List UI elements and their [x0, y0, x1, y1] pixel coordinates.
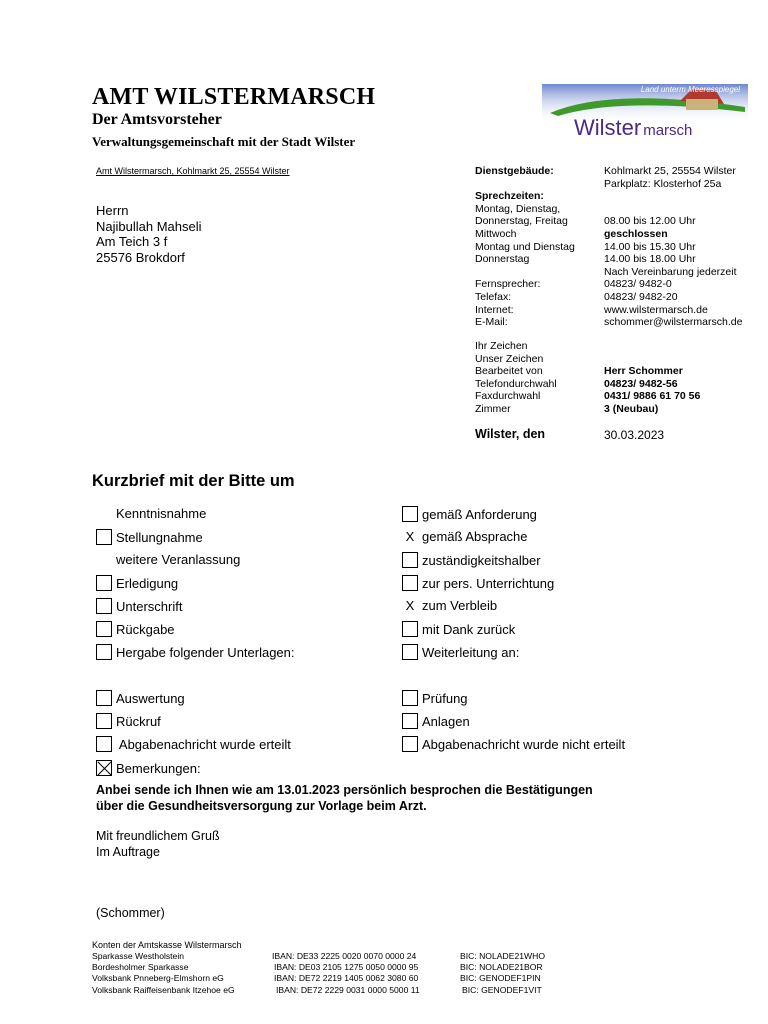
checkbox[interactable]: [96, 575, 112, 591]
remarks-line-2: über die Gesundheitsversorgung zur Vorlage beim Arzt.: [96, 798, 427, 813]
subject-heading: Kurzbrief mit der Bitte um: [92, 472, 295, 490]
bank-iban: IBAN: DE72 2229 0031 0000 5000 11: [276, 984, 420, 995]
check-gemaess-anforderung[interactable]: [402, 506, 537, 522]
check-hergabe-unterlagen[interactable]: [96, 644, 295, 660]
check-label: zur pers. Unterrichtung: [422, 575, 555, 591]
bank-row: [92, 985, 612, 996]
checkbox[interactable]: [96, 598, 112, 614]
closing: [96, 829, 220, 860]
organization-title: AMT WILSTERMARSCH: [92, 84, 376, 110]
logo-word-main: Wilster marsch: [574, 115, 693, 140]
bank-name: Sparkasse Westholstein: [92, 951, 185, 961]
check-label: Kenntnisnahme: [116, 506, 207, 521]
checkbox[interactable]: [402, 644, 418, 660]
check-stellungnahme[interactable]: [96, 529, 203, 545]
check-label: Rückruf: [116, 713, 161, 729]
check-pruefung[interactable]: [402, 690, 468, 706]
remarks-line-1: Anbei sende ich Ihnen wie am 13.01.2023 persönlich besprochen die Bestätigungen: [96, 783, 593, 797]
check-label: zuständigkeitshalber: [422, 552, 541, 568]
checkbox[interactable]: [402, 690, 418, 706]
bank-iban: IBAN: DE72 2219 1405 0062 3080 60: [274, 973, 419, 984]
check-label: Abgabenachricht wurde nicht erteilt: [422, 736, 626, 752]
checkbox-checked[interactable]: [96, 760, 112, 776]
check-bemerkungen[interactable]: [96, 760, 201, 776]
check-label: Prüfung: [422, 690, 468, 706]
check-abgabenachricht-nicht-erteilt[interactable]: [402, 736, 625, 752]
bank-accounts-table: [92, 951, 612, 996]
check-label: Unterschrift: [116, 598, 183, 614]
contact-label-internet: Internet:: [475, 303, 514, 316]
closing-greeting: Mit freundlichem Gruß: [96, 829, 220, 843]
checkbox[interactable]: [96, 736, 112, 752]
ref-phone: 04823/ 9482-56: [604, 377, 678, 390]
hours-day-4: Montag und Dienstag: [475, 240, 575, 253]
hours-label: Sprechzeiten:: [475, 190, 544, 203]
ref-label-fax: Faxdurchwahl: [475, 390, 541, 403]
ref-fax: 0431/ 9886 61 70 56: [604, 390, 701, 403]
place-label: Wilster, den: [475, 427, 546, 441]
check-weiterleitung[interactable]: [402, 644, 519, 660]
logo-tagline: Land unterm Meeresspiegel: [640, 85, 740, 94]
recipient-address: [96, 203, 202, 265]
parking-info: Parkplatz: Klosterhof 25a: [604, 177, 722, 190]
checkbox[interactable]: [96, 644, 112, 660]
check-label: Stellungnahme: [116, 529, 203, 545]
check-gemaess-absprache[interactable]: [402, 529, 528, 544]
bank-name: Bordesholmer Sparkasse: [92, 962, 189, 973]
contact-phone: 04823/ 9482-0: [604, 278, 672, 291]
letter-date: 30.03.2023: [604, 428, 665, 442]
check-label: Bemerkungen:: [116, 760, 201, 776]
bank-bic: BIC: NOLADE21WHO: [460, 951, 546, 961]
hours-time-5: 14.00 bis 18.00 Uhr: [604, 253, 696, 266]
ref-label-room: Zimmer: [475, 403, 511, 415]
check-label: gemäß Absprache: [422, 529, 528, 544]
sender-return-address: Amt Wilstermarsch, Kohlmarkt 25, 25554 Wilster: [96, 166, 290, 176]
check-zustaendigkeitshalber[interactable]: [402, 552, 541, 568]
check-label: gemäß Anforderung: [422, 506, 537, 522]
ref-label-phone: Telefondurchwahl: [475, 377, 557, 390]
bank-name: Volksbank Raiffeisenbank Itzehoe eG: [92, 984, 235, 995]
check-label: Weiterleitung an:: [422, 644, 520, 660]
closing-on-behalf: Im Auftrage: [96, 844, 160, 859]
bank-iban: IBAN: DE03 2105 1275 0050 0000 95: [274, 962, 419, 973]
contact-label-fax: Telefax:: [475, 291, 512, 303]
check-label: mit Dank zurück: [422, 621, 516, 637]
recipient-name: Najibullah Mahseli: [96, 218, 202, 234]
check-label: Rückgabe: [116, 621, 175, 637]
recipient-salutation: Herrn: [96, 203, 129, 218]
bank-row: [92, 962, 612, 973]
bank-row: [92, 951, 612, 962]
contact-fax: 04823/ 9482-20: [604, 291, 678, 303]
bank-name: Volksbank Pnneberg-Elmshorn eG: [92, 973, 224, 984]
checkbox[interactable]: [402, 713, 418, 729]
check-label: Auswertung: [116, 690, 185, 706]
ref-handler: Herr Schommer: [604, 365, 683, 378]
check-rueckruf[interactable]: [96, 713, 161, 729]
hours-time-4: 14.00 bis 15.30 Uhr: [604, 240, 696, 253]
bank-bic: BIC: GENODEF1PIN: [460, 973, 541, 984]
checkbox[interactable]: [96, 713, 112, 729]
bank-iban: IBAN: DE33 2225 0020 0070 0000 24: [272, 951, 417, 961]
check-pers-unterrichtung[interactable]: [402, 575, 554, 591]
contact-label-phone: Fernsprecher:: [475, 278, 541, 291]
ref-room: 3 (Neubau): [604, 403, 659, 415]
check-label: weitere Veranlassung: [116, 552, 241, 567]
wilstermarsch-logo: [540, 83, 750, 145]
recipient-street: Am Teich 3 f: [96, 234, 168, 249]
contact-internet[interactable]: www.wilstermarsch.de: [604, 303, 708, 316]
checkbox[interactable]: [402, 621, 418, 637]
check-anlagen[interactable]: [402, 713, 470, 729]
check-mit-dank-zurueck[interactable]: [402, 621, 515, 637]
check-label: Hergabe folgender Unterlagen:: [116, 644, 295, 660]
bank-bic: BIC: GENODEF1VIT: [462, 984, 542, 995]
checkbox[interactable]: [402, 552, 418, 568]
remarks-text: [96, 783, 593, 814]
contact-label-email: E-Mail:: [475, 316, 508, 329]
organization-subtitle: Der Amtsvorsteher: [92, 111, 222, 128]
checkbox[interactable]: [96, 529, 112, 545]
check-erledigung[interactable]: [96, 575, 178, 591]
check-label: zum Verbleib: [422, 598, 498, 613]
check-kenntnisnahme: [96, 506, 206, 521]
signature-name: (Schommer): [96, 906, 165, 920]
recipient-city: 25576 Brokdorf: [96, 249, 185, 265]
hours-day-5: Donnerstag: [475, 253, 530, 266]
check-auswertung[interactable]: [96, 690, 185, 706]
bank-row: [92, 973, 612, 984]
ref-label-handler: Bearbeitet von: [475, 365, 543, 378]
check-label: Erledigung: [116, 575, 179, 591]
hours-day-3: Mittwoch: [475, 228, 517, 240]
checkbox[interactable]: [96, 621, 112, 637]
check-label: Abgabenachricht wurde erteilt: [116, 736, 291, 752]
check-weitere-veranlassung: [96, 552, 240, 567]
contact-email[interactable]: schommer@wilstermarsch.de: [604, 316, 743, 329]
bank-accounts-heading: Konten der Amtskasse Wilstermarsch: [92, 940, 242, 950]
x-mark[interactable]: X: [405, 529, 415, 544]
hours-time-2: 08.00 bis 12.00 Uhr: [604, 215, 696, 228]
checkbox[interactable]: [402, 736, 418, 752]
check-zum-verbleib[interactable]: [402, 598, 497, 613]
check-abgabenachricht-erteilt[interactable]: [96, 736, 291, 752]
x-mark[interactable]: X: [405, 598, 415, 613]
checkbox[interactable]: [402, 575, 418, 591]
logo-house-wall: [686, 99, 718, 110]
check-rueckgabe[interactable]: [96, 621, 175, 637]
ref-label-your: Ihr Zeichen: [475, 340, 528, 352]
ref-label-our: Unser Zeichen: [475, 352, 544, 365]
building-address: Kohlmarkt 25, 25554 Wilster: [604, 165, 736, 177]
check-label: Anlagen: [422, 713, 470, 729]
check-unterschrift[interactable]: [96, 598, 182, 614]
checkbox[interactable]: [402, 506, 418, 522]
bank-bic: BIC: NOLADE21BOR: [460, 962, 543, 973]
hours-day-1: Montag, Dienstag,: [475, 202, 561, 215]
checkbox[interactable]: [96, 690, 112, 706]
building-label: Dienstgebäude:: [475, 165, 554, 177]
hours-time-3: geschlossen: [604, 228, 668, 240]
hours-day-2: Donnerstag, Freitag: [475, 215, 568, 228]
hours-time-6: Nach Vereinbarung jederzeit: [604, 265, 737, 278]
organization-subtitle-2: Verwaltungsgemeinschaft mit der Stadt Wilster: [92, 134, 356, 149]
